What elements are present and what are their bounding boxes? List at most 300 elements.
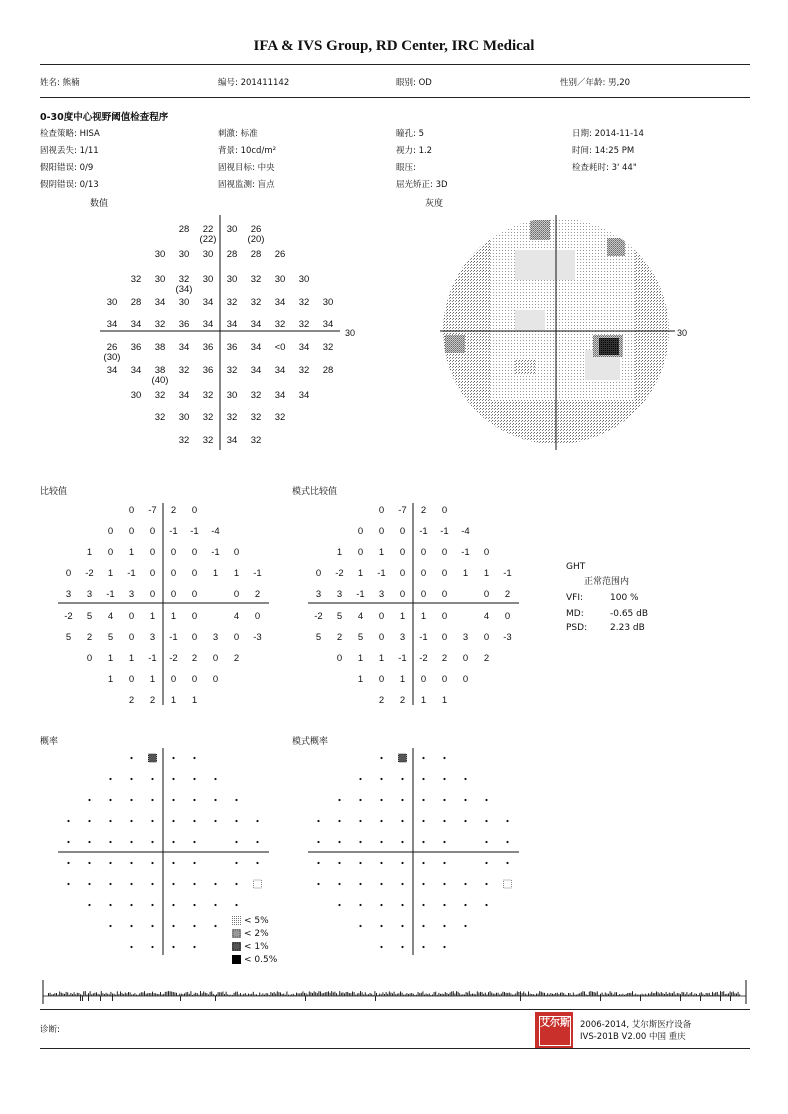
fixation-bar [518, 992, 519, 996]
prob-symbol-normal [485, 799, 487, 801]
fixation-bar [602, 993, 603, 996]
total_deviation-value: 2 [254, 589, 261, 600]
total_deviation-value: 2 [170, 505, 177, 516]
total_deviation-value: 1 [170, 611, 177, 622]
fixation-bar [54, 993, 55, 996]
fixation-bar [339, 991, 340, 996]
footer-bottom-rule [40, 1048, 750, 1049]
pattern_deviation-value: 0 [399, 568, 406, 579]
fixation-bar [582, 991, 583, 996]
threshold-value: 28 [322, 365, 334, 376]
fixation-bar [370, 993, 371, 996]
fixation-bar [328, 991, 329, 996]
total_deviation-value: 2 [191, 653, 198, 664]
legend-5 [232, 914, 277, 927]
fixation-bar [219, 992, 220, 996]
threshold-value: 28 [226, 249, 238, 260]
fixation-bar [75, 994, 76, 996]
pattern_deviation-value: -1 [440, 526, 449, 537]
pattern_deviation-value: 1 [357, 568, 364, 579]
pattern_deviation-value: 0 [441, 674, 448, 685]
total-probability-label: 概率 [40, 737, 59, 747]
fixation-bar [267, 993, 268, 996]
total_deviation-value: 1 [149, 674, 156, 685]
prob-symbol-normal [443, 799, 445, 801]
pattern_deviation-value: -1 [419, 632, 428, 643]
prob-symbol-normal [214, 883, 216, 885]
fixation-bar [227, 994, 228, 996]
fixation-bar [294, 995, 295, 996]
fixation-bar [677, 993, 678, 996]
prob-symbol-normal [172, 862, 174, 864]
prob-symbol-normal [88, 841, 90, 843]
numeric-label: 数值 [90, 199, 109, 209]
fixation-bar [157, 994, 158, 996]
prob-symbol-normal [109, 862, 111, 864]
fixation-bar [656, 991, 657, 996]
fixation-bar [296, 993, 297, 996]
prob-symbol-normal [359, 925, 361, 927]
pattern_deviation-value: -2 [314, 611, 323, 622]
md-value: -0.65 dB [610, 609, 649, 619]
pattern_deviation-value: 2 [420, 505, 427, 516]
legend-05 [232, 953, 277, 966]
fixation-bar [179, 994, 180, 996]
prob-symbol-normal [380, 757, 382, 759]
fixation-bar [154, 993, 155, 996]
patient-name: 姓名: 熊楠 [40, 78, 80, 88]
prob-symbol-normal [256, 841, 258, 843]
total_deviation-value: -7 [148, 505, 157, 516]
fixation-bar [624, 995, 625, 996]
fixation-bar [165, 992, 166, 996]
total_deviation-value: 1 [107, 568, 114, 579]
prob-symbol-normal [401, 820, 403, 822]
fixation-bar [730, 991, 731, 996]
fixation-bar [174, 992, 175, 996]
total_deviation-value: 0 [254, 611, 261, 622]
prob-symbol-normal [359, 904, 361, 906]
prob-symbol-normal [380, 883, 382, 885]
fixation-bar [714, 993, 715, 996]
total_deviation-value: 5 [107, 632, 114, 643]
prob-symbol-normal [380, 904, 382, 906]
fixation-down-bar [600, 996, 601, 1001]
refraction: 屈光矫正: 3D [396, 180, 448, 190]
copyright: 2006-2014, 艾尔斯医疗设备 [580, 1020, 692, 1030]
threshold-value: 34 [202, 297, 214, 308]
prob-symbol-normal [88, 799, 90, 801]
fixation-bar [514, 994, 515, 996]
total_deviation-value: 0 [170, 589, 177, 600]
total_deviation-value: 3 [86, 589, 93, 600]
fixation-bar [310, 992, 311, 996]
total_deviation-value: 4 [107, 611, 114, 622]
fixation-bar [690, 993, 691, 996]
fixation-bar [664, 994, 665, 996]
fixation-bar [406, 993, 407, 996]
fixation-bar [315, 992, 316, 996]
pattern_deviation-value: 0 [378, 526, 385, 537]
fixation-bar [61, 993, 62, 996]
prob-symbol-normal [130, 946, 132, 948]
prob-symbol-normal [256, 862, 258, 864]
threshold-value: 30 [202, 274, 214, 285]
pattern_deviation-value: 1 [336, 547, 343, 558]
fixation-bar [408, 994, 409, 996]
fixation-bar [214, 995, 215, 996]
prob-symbol-normal [130, 778, 132, 780]
threshold-value: 32 [250, 412, 262, 423]
fixation-bar [67, 992, 68, 996]
fixation-bar [242, 995, 243, 996]
fixation-bar [694, 993, 695, 996]
prob-symbol-normal [422, 883, 424, 885]
threshold-value: 34 [250, 365, 262, 376]
total_deviation-value: 0 [191, 611, 198, 622]
fixation-bar [128, 992, 129, 996]
fixation-bar [427, 994, 428, 996]
prob-symbol-normal [172, 904, 174, 906]
fixation-bar [416, 995, 417, 996]
fixation-bar [91, 994, 92, 996]
prob-symbol-normal [88, 883, 90, 885]
fixation-bar [379, 993, 380, 996]
fixation-bar [333, 992, 334, 996]
prob-symbol-normal [109, 820, 111, 822]
threshold-value: 30 [226, 390, 238, 401]
threshold-value: 32 [250, 274, 262, 285]
threshold-value: 32 [202, 412, 214, 423]
fixation-bar [554, 994, 555, 996]
fixation-bar [531, 994, 532, 996]
fixation-bar [411, 993, 412, 996]
pattern_deviation-value: 0 [336, 653, 343, 664]
fixation-bar [562, 992, 563, 996]
total_deviation-value: 0 [65, 568, 72, 579]
total_deviation-value: 3 [65, 589, 72, 600]
fixation-bar [349, 993, 350, 996]
pattern_deviation-value: 2 [441, 653, 448, 664]
fixation-bar [725, 994, 726, 996]
total_deviation-value: 1 [107, 653, 114, 664]
prob-symbol-normal [193, 883, 195, 885]
fixation-bar [62, 993, 63, 996]
fixation-bar [723, 991, 724, 996]
fixation-bar [118, 994, 119, 996]
fixation-bar [648, 993, 649, 996]
total_deviation-value: -1 [190, 526, 199, 537]
prob-symbol-normal [380, 799, 382, 801]
fixation-bar [702, 994, 703, 996]
fixation-bar [645, 994, 646, 996]
fixation-bar [499, 995, 500, 996]
prob-symbol-1pct [399, 754, 407, 762]
fixation-bar [109, 994, 110, 996]
fixation-bar [131, 994, 132, 996]
prob-symbol-normal [317, 820, 319, 822]
fixation-bar [731, 992, 732, 996]
fixation-bar [376, 993, 377, 996]
greyscale-plot [435, 210, 695, 455]
threshold-values [104, 224, 334, 446]
pattern_deviation-value: 2 [483, 653, 490, 664]
fixation-bar [277, 991, 278, 996]
threshold-value: 32 [154, 390, 166, 401]
fixation-bar [595, 993, 596, 996]
fixation-down-bar [375, 996, 376, 1001]
fixation-bar [235, 992, 236, 996]
fixation-bar [206, 993, 207, 996]
fixation-bar [454, 993, 455, 996]
fixation-bar [262, 993, 263, 996]
total_deviation-value: 4 [233, 611, 240, 622]
fixation-bar [318, 991, 319, 996]
fixation-bar [368, 994, 369, 996]
prob-symbol-normal [359, 862, 361, 864]
fixation-bar [194, 994, 195, 996]
total_deviation-value: 0 [149, 526, 156, 537]
total_deviation-value: 2 [128, 695, 135, 706]
fixation-bar [738, 992, 739, 996]
pattern_deviation-value: 0 [420, 547, 427, 558]
fixation-bar [373, 995, 374, 996]
pattern_deviation-value: -3 [503, 632, 512, 643]
fixation-bar [486, 994, 487, 996]
fixation-bar [678, 993, 679, 996]
fixation-bar [213, 994, 214, 996]
fixation-down-bar [82, 996, 83, 1001]
fixation-bar [334, 992, 335, 996]
pattern_deviation-value: 0 [420, 674, 427, 685]
fixation-down-bar [100, 996, 101, 1001]
pattern_deviation-value: 1 [378, 653, 385, 664]
fixation-bar [434, 992, 435, 996]
fixation-bar [141, 992, 142, 996]
total_deviation-value: -1 [148, 653, 157, 664]
pattern_deviation-value: 0 [378, 674, 385, 685]
pattern_deviation-value: -1 [377, 568, 386, 579]
fixation-bar [307, 995, 308, 996]
pattern_deviation-value: -2 [335, 568, 344, 579]
fixation-bar [440, 994, 441, 996]
fixation-bar [506, 993, 507, 996]
fixation-bar [683, 992, 684, 996]
fixation-bar [538, 994, 539, 996]
fixation-bar [341, 993, 342, 996]
fixation-bar [136, 995, 137, 996]
fixation-bar [309, 991, 310, 996]
total_deviation-value: 2 [233, 653, 240, 664]
fixation-bar [674, 992, 675, 996]
total_deviation-value: -1 [211, 547, 220, 558]
fixation-bar [56, 993, 57, 996]
prob-symbol-normal [401, 946, 403, 948]
fixation-bar [58, 995, 59, 996]
fixation-bar [614, 992, 615, 996]
threshold-value: 30 [178, 297, 190, 308]
total_deviation-value: 0 [191, 589, 198, 600]
fixation-bar [459, 993, 460, 996]
prob-symbol-normal [151, 841, 153, 843]
total_deviation-value: -2 [64, 611, 73, 622]
fixation-bar [155, 993, 156, 996]
prob-symbol-normal [130, 820, 132, 822]
fixation-bar [248, 994, 249, 996]
fixation-bar [347, 992, 348, 996]
eye: 眼别: OD [396, 78, 432, 88]
fixation-bar [176, 993, 177, 996]
pattern_deviation-value: 0 [378, 632, 385, 643]
iop: 眼压: [396, 163, 416, 173]
fixation-bar [317, 993, 318, 996]
pattern_deviation-value: 0 [483, 589, 490, 600]
threshold-value: 34 [202, 319, 214, 330]
fixation-bar [616, 992, 617, 996]
threshold-value: 32 [250, 390, 262, 401]
fixation-bar [394, 992, 395, 996]
fixation-bar [584, 992, 585, 996]
fixation-bar [525, 993, 526, 996]
prob-symbol-normal [109, 799, 111, 801]
fixation-bar [323, 993, 324, 996]
fixation-bar [178, 995, 179, 996]
prob-symbol-normal [422, 757, 424, 759]
fixation-bar [619, 994, 620, 996]
prob-symbol-normal [338, 820, 340, 822]
fixation-bar [166, 992, 167, 996]
patient-id: 编号: 201411142 [218, 78, 290, 88]
prob-symbol-normal [443, 841, 445, 843]
pattern_deviation-value: 3 [336, 589, 343, 600]
fixation-bar [322, 993, 323, 996]
threshold-value: 36 [130, 342, 142, 353]
fixation-bar [290, 995, 291, 996]
fixation-bar [466, 992, 467, 996]
fixation-bar [358, 993, 359, 996]
fixation-bar [198, 995, 199, 996]
pattern_deviation-value: 2 [378, 695, 385, 706]
fixation-bar [69, 995, 70, 996]
prob-symbol-normal [485, 841, 487, 843]
fixation-bar [314, 991, 315, 996]
fixation-bar [646, 995, 647, 996]
prob-symbol-5pct [504, 880, 512, 888]
fixation-bar [413, 994, 414, 996]
fixation-bar [150, 993, 151, 996]
fixation-bar [680, 994, 681, 996]
prob-symbol-normal [67, 883, 69, 885]
fixation-bar [246, 995, 247, 996]
fixation-down-bar [700, 996, 701, 1001]
prob-symbol-normal [422, 799, 424, 801]
fixation-bar [670, 993, 671, 996]
fixation-bar [88, 993, 89, 996]
fixation-bar [158, 994, 159, 996]
fixation-bar [138, 995, 139, 996]
prob-symbol-normal [88, 904, 90, 906]
prob-symbol-normal [172, 820, 174, 822]
fixation-bar [306, 993, 307, 996]
ght-block [566, 562, 648, 633]
fixation-bar [392, 993, 393, 996]
fixation-bar [346, 992, 347, 996]
threshold-value: 32 [298, 297, 310, 308]
prob-symbol-normal [151, 925, 153, 927]
prob-symbol-normal [67, 820, 69, 822]
pattern_deviation-value: 1 [357, 674, 364, 685]
fixation-bar [192, 995, 193, 996]
fixation-down-bar [680, 996, 681, 1001]
prob-symbol-1pct [149, 754, 157, 762]
threshold-value: 34 [274, 297, 286, 308]
total_deviation-value: 1 [128, 547, 135, 558]
total_deviation-value: 0 [149, 589, 156, 600]
prob-symbol-normal [485, 820, 487, 822]
fixation-bar [736, 993, 737, 996]
pattern_deviation-value: -1 [503, 568, 512, 579]
threshold-value: 30 [226, 224, 238, 235]
threshold-value: 38 [154, 342, 166, 353]
fixation-bar [266, 993, 267, 996]
pattern_deviation-value: 1 [399, 611, 406, 622]
pattern_deviation-value: 0 [462, 674, 469, 685]
fixation-bar [517, 991, 518, 996]
fixation-bar [398, 993, 399, 996]
prob-symbol-normal [109, 841, 111, 843]
prob-symbol-normal [193, 862, 195, 864]
fixation-bar [48, 993, 49, 996]
fixation-bar [211, 991, 212, 996]
pattern_deviation-value: -7 [398, 505, 407, 516]
fixation-bar [635, 994, 636, 996]
stimulus: 刺激: 标准 [218, 129, 258, 139]
fixation-bar [586, 994, 587, 996]
total_deviation-value: 0 [191, 674, 198, 685]
fixation-bar [195, 993, 196, 996]
prob-symbol-normal [464, 925, 466, 927]
false-negative: 假阴错误: 0/13 [40, 180, 99, 190]
fixation-bar [698, 995, 699, 996]
pattern_deviation-value: 0 [420, 589, 427, 600]
fixation-bar [650, 994, 651, 996]
fixation-bar [662, 993, 663, 996]
fixation-bar [453, 991, 454, 996]
fixation-bar [451, 991, 452, 996]
prob-symbol-normal [401, 862, 403, 864]
total_deviation-value: 1 [128, 653, 135, 664]
fixation-bar [563, 993, 564, 996]
fixation-bar [482, 992, 483, 996]
fixation-bar [256, 994, 257, 996]
fixation-bar [715, 992, 716, 996]
fixation-bar [581, 992, 582, 996]
fixation-bar [667, 994, 668, 996]
fixation-bar [64, 994, 65, 996]
prob-symbol-normal [401, 799, 403, 801]
prob-symbol-normal [485, 904, 487, 906]
fixation-bar [170, 991, 171, 996]
fixation-bar [130, 992, 131, 996]
fixation-bar [304, 993, 305, 996]
total_deviation-value: 1 [233, 568, 240, 579]
fixation-bar [558, 994, 559, 996]
fixation-bar [152, 992, 153, 996]
threshold-value: 34 [130, 319, 142, 330]
pattern_deviation-value: 1 [357, 653, 364, 664]
fixation-bar [139, 993, 140, 996]
fixation-down-bar [520, 996, 521, 1001]
